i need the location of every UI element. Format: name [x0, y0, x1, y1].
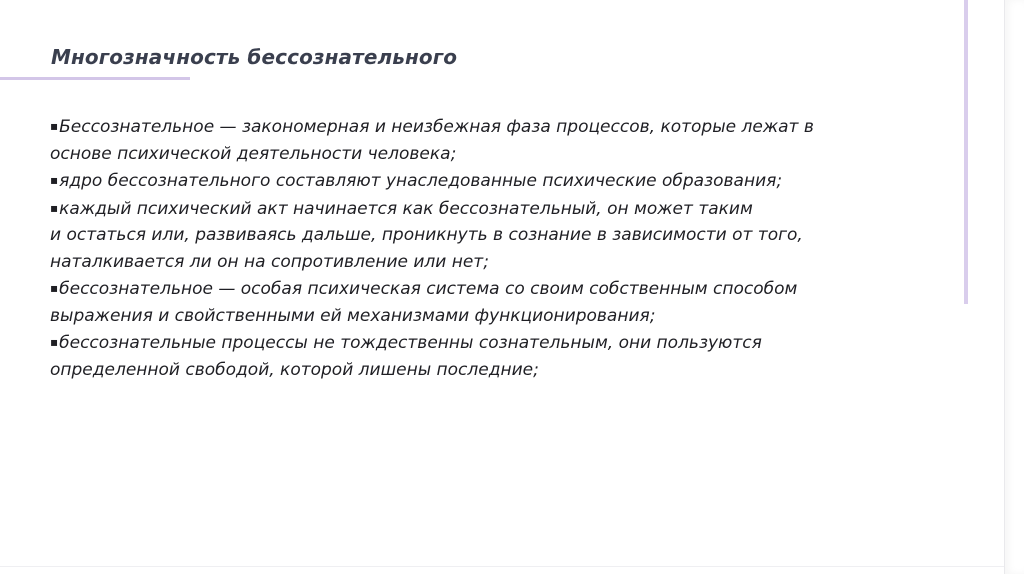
- list-item-text: Бессознательное — закономерная и неизбежная фаза процессов, которые лежат в: [59, 117, 814, 137]
- list-item-text: основе психической деятельности человека;: [50, 143, 457, 164]
- list-item: [50, 195, 950, 276]
- list-item: [50, 329, 950, 383]
- bullet-square-icon: ▪: [50, 200, 59, 215]
- slide-right-edge: [1004, 0, 1024, 574]
- list-item: [50, 167, 950, 195]
- list-item-text: каждый психический акт начинается как бессознательный, он может таким: [59, 198, 753, 219]
- list-item-text: ядро бессознательного составляют унаследованные психические образования;: [59, 171, 783, 191]
- bullet-square-icon: ▪: [50, 281, 59, 295]
- bullet-square-icon: ▪: [50, 119, 59, 133]
- list-item-text: бессознательное — особая психическая система со своим собственным способом: [59, 279, 798, 299]
- title-underline-accent: [0, 77, 190, 80]
- list-item-text: и остаться или, развиваясь дальше, проникнуть в сознание в зависимости от того,: [50, 225, 803, 245]
- list-item: [50, 113, 950, 167]
- slide-bottom-edge: [0, 566, 1004, 574]
- list-item-text: определенной свободой, которой лишены последние;: [50, 359, 539, 380]
- bullet-square-icon: ▪: [50, 173, 59, 187]
- bullet-list: [50, 113, 950, 383]
- list-item: [50, 275, 950, 329]
- bullet-square-icon: ▪: [50, 335, 59, 349]
- list-item-text: наталкивается ли он на сопротивление или нет;: [50, 251, 489, 272]
- list-item-text: бессознательные процессы не тождественны сознательным, они пользуются: [59, 333, 762, 353]
- list-item-text: выражения и свойственными ей механизмами функционирования;: [50, 305, 656, 326]
- accent-vertical-line: [964, 0, 968, 304]
- slide-title: Многозначность бессознательного: [51, 45, 458, 69]
